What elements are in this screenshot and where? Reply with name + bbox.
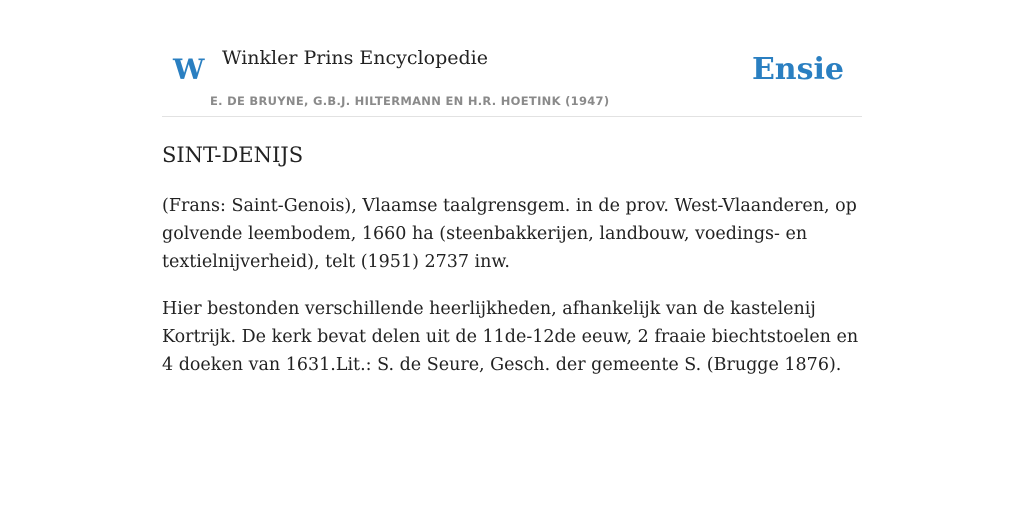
article: [162, 138, 862, 379]
ensie-brand-link[interactable]: Ensie: [751, 52, 844, 87]
entry-paragraph: Hier bestonden verschillende heerlijkheden, afhankelijk van de kastelenij Kortrijk. De kerk bevat delen uit de 11de-12de eeuw, 2 fraaie biechtstoelen en 4 doeken van 1631.Lit.: S. de Seure, Gesch. der gemeente S. (Brugge 1876).: [162, 299, 859, 375]
entry-paragraph: (Frans: Saint-Genois), Vlaamse taalgrensgem. in de prov. West-Vlaanderen, op golvende leembodem, 1660 ha (steenbakkerijen, landbouw, voedings- en textielnijverheid), telt (1951) 2737 inw.: [162, 196, 857, 272]
source-title[interactable]: Winkler Prins Encyclopedie: [222, 47, 488, 69]
source-authors: E. DE BRUYNE, G.B.J. HILTERMANN EN H.R. HOETINK (1947): [210, 94, 610, 108]
source-header: [162, 0, 862, 117]
entry-title: SINT-DENIJS: [162, 143, 304, 167]
encyclopedia-logo[interactable]: W: [173, 53, 205, 86]
